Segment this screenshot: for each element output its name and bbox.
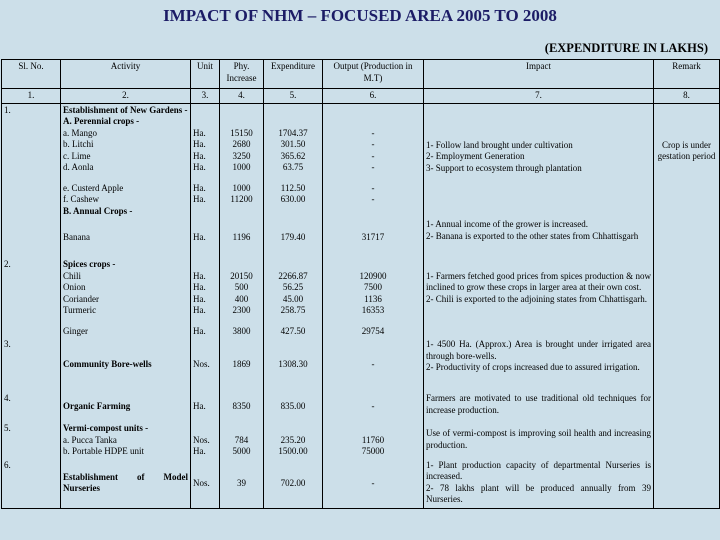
phy-value: 5000: [232, 446, 251, 456]
impact-point: 1- Follow land brought under cultivation: [426, 139, 573, 150]
output-value: 31717: [323, 218, 424, 258]
phy-value: 20150: [230, 270, 253, 281]
phy-value: 2300: [232, 305, 251, 315]
output-value: -: [371, 127, 375, 138]
activity-item: Chili: [63, 270, 82, 281]
activity-item: b. Litchi: [63, 139, 94, 149]
activity-item: a. Pucca Tanka: [63, 434, 117, 445]
impact-point: 1- Farmers fetched good prices from spices production & now inclined to grow these crops in larger area at their own cost.: [426, 270, 651, 292]
unit-value: Ha.: [191, 218, 220, 258]
output-value: 75000: [361, 446, 385, 456]
sl-number: 1.: [2, 103, 61, 218]
phy-value: 784: [234, 434, 249, 445]
exp-value: 301.50: [280, 139, 306, 149]
phy-value: 39: [220, 459, 264, 509]
unit-value: Ha.: [193, 270, 206, 281]
section-heading: Vermi-compost units -: [63, 423, 149, 433]
col-unit-header: Unit: [191, 60, 220, 89]
unit-value: Ha.: [193, 305, 206, 315]
output-value: -: [371, 150, 375, 161]
impact-point: Use of vermi-compost is improving soil health and increasing production.: [426, 428, 651, 450]
unit-value: Nos.: [191, 338, 220, 392]
output-value: 1136: [364, 293, 382, 304]
activity-item: f. Cashew: [63, 194, 99, 204]
unit-cell: [191, 422, 220, 459]
exp-value: 1704.37: [278, 127, 308, 138]
output-cell: [323, 422, 424, 459]
impact-cell: [424, 392, 654, 422]
table-row: [2, 218, 720, 258]
remark-cell: [654, 103, 720, 218]
col-number: 3.: [191, 89, 220, 104]
col-number: 7.: [424, 89, 654, 104]
activity-cell: [61, 422, 191, 459]
exp-value: 835.00: [264, 392, 323, 422]
phy-value: 8350: [220, 392, 264, 422]
exp-value: 63.75: [282, 162, 304, 172]
table-row: [2, 422, 720, 459]
output-cell: [323, 258, 424, 338]
header-row: [2, 60, 720, 89]
sl-number: 4.: [2, 392, 61, 422]
table-row: [2, 103, 720, 218]
exp-value: 1500.00: [278, 446, 308, 456]
impact-cell: [424, 103, 654, 218]
phy-value: 1000: [232, 182, 251, 193]
impact-point: Farmers are motivated to use traditional old techniques for increase production.: [426, 393, 651, 415]
unit-value: Ha.: [193, 293, 206, 304]
subsection-heading: B. Annual Crops -: [63, 205, 133, 216]
output-value: -: [371, 162, 375, 172]
activity-item: a. Mango: [63, 127, 97, 138]
activity-item: Turmeric: [63, 305, 97, 315]
unit-value: Ha.: [193, 127, 206, 138]
table-row: [2, 459, 720, 509]
col-remark-header: Remark: [654, 60, 720, 89]
column-number-row: [2, 89, 720, 104]
unit-value: Ha.: [193, 194, 206, 204]
output-value: -: [371, 139, 375, 149]
activity-item: Coriander: [63, 293, 99, 304]
exp-value: 702.00: [264, 459, 323, 509]
unit-value: Ha.: [193, 446, 206, 456]
sl-number: 6.: [2, 459, 61, 509]
activity-cell: [61, 103, 191, 218]
unit-value: Ha.: [193, 325, 206, 336]
exp-value: 179.40: [264, 218, 323, 258]
phy-value: 11200: [230, 194, 253, 204]
activity-item: Community Bore-wells: [61, 338, 191, 392]
exp-value: 112.50: [280, 182, 306, 193]
impact-cell: [424, 218, 654, 258]
exp-value: 56.25: [282, 282, 304, 292]
col-number: 8.: [654, 89, 720, 104]
exp-value: 235.20: [280, 434, 306, 445]
exp-value: 365.62: [280, 150, 306, 161]
activity-item: Establishment of Model Nurseries: [61, 459, 191, 509]
phy-value: 1000: [232, 162, 251, 172]
section-heading: Establishment of New Gardens -: [63, 104, 188, 115]
exp-value: 258.75: [280, 305, 306, 315]
impact-point: 2- Employment Generation: [426, 151, 525, 161]
impact-cell: [424, 422, 654, 459]
table-row: [2, 392, 720, 422]
exp-value: 45.00: [282, 293, 304, 304]
activity-item: c. Lime: [63, 150, 91, 161]
table-row: [2, 258, 720, 338]
impact-point: 1- 4500 Ha. (Approx.) Area is brought under irrigated area through bore-wells.: [426, 339, 651, 361]
page-subtitle: (EXPENDITURE IN LAKHS): [544, 41, 708, 55]
col-number: 4.: [220, 89, 264, 104]
impact-point: 1- Annual income of the grower is increased.: [426, 219, 588, 229]
impact-point: 2- Productivity of crops increased due to assured irrigation.: [426, 362, 640, 372]
col-impact-header: Impact: [424, 60, 654, 89]
output-value: -: [371, 182, 375, 193]
impact-point: 2- 78 lakhs plant will be produced annually from 39 Nurseries.: [426, 482, 651, 504]
table-row: [2, 338, 720, 392]
unit-value: Ha.: [193, 139, 206, 149]
phy-cell: [220, 422, 264, 459]
unit-value: Nos.: [191, 459, 220, 509]
subsection-heading: A. Perennial crops -: [63, 116, 140, 126]
phy-value: 500: [234, 282, 249, 292]
activity-item: Onion: [63, 282, 86, 292]
exp-cell: [264, 422, 323, 459]
output-value: 29754: [361, 325, 385, 336]
exp-value: 427.50: [280, 325, 306, 336]
impact-point: 2- Banana is exported to the other states from Chhattisgarh: [426, 230, 639, 241]
activity-item: d. Aonla: [63, 162, 94, 172]
exp-cell: [264, 103, 323, 218]
phy-value: 1869: [220, 338, 264, 392]
phy-cell: [220, 103, 264, 218]
sl-number: 5.: [2, 422, 61, 459]
impact-table: [1, 59, 720, 509]
col-activity-header: Activity: [61, 60, 191, 89]
impact-cell: [424, 258, 654, 338]
phy-cell: [220, 258, 264, 338]
activity-item: Banana: [61, 218, 191, 258]
activity-item: Ginger: [63, 325, 88, 336]
unit-value: Ha.: [193, 150, 206, 161]
output-value: -: [323, 459, 424, 509]
exp-value: 630.00: [280, 194, 306, 204]
activity-item: e. Custerd Apple: [63, 182, 124, 193]
col-exp-header: Expenditure: [264, 60, 323, 89]
col-number: 2.: [61, 89, 191, 104]
unit-cell: [191, 103, 220, 218]
col-sl-header: Sl. No.: [2, 60, 61, 89]
phy-value: 3250: [232, 150, 251, 161]
output-value: 120900: [359, 270, 387, 281]
sl-number: 3.: [2, 338, 61, 392]
unit-value: Nos.: [193, 434, 210, 445]
phy-value: 1196: [220, 218, 264, 258]
phy-value: 15150: [230, 127, 253, 138]
output-cell: [323, 103, 424, 218]
col-output-header: Output (Production in M.T): [323, 60, 424, 89]
sl-number: 2.: [2, 258, 61, 338]
phy-value: 400: [234, 293, 249, 304]
output-value: -: [371, 194, 375, 204]
output-value: 11760: [361, 434, 385, 445]
col-number: 5.: [264, 89, 323, 104]
page-title: IMPACT OF NHM – FOCUSED AREA 2005 TO 2008: [163, 6, 557, 25]
impact-cell: [424, 459, 654, 509]
impact-point: 3- Support to ecosystem through plantation: [426, 162, 582, 173]
phy-value: 3800: [232, 325, 251, 336]
exp-cell: [264, 258, 323, 338]
activity-item: b. Portable HDPE unit: [63, 446, 144, 456]
impact-point: 2- Chili is exported to the adjoining states from Chhattisgarh.: [426, 293, 647, 304]
col-number: 1.: [2, 89, 61, 104]
output-value: 7500: [364, 282, 382, 292]
activity-cell: [61, 258, 191, 338]
col-phy-header: Phy. Increase: [220, 60, 264, 89]
impact-cell: [424, 338, 654, 392]
exp-value: 2266.87: [278, 270, 308, 281]
impact-point: 1- Plant production capacity of departmental Nurseries is increased.: [426, 459, 651, 481]
unit-value: Ha.: [193, 282, 206, 292]
remark-text: Crop is under gestation period: [657, 139, 716, 161]
phy-value: 2680: [232, 139, 251, 149]
section-heading: Spices crops -: [63, 259, 116, 269]
activity-item: Organic Farming: [61, 392, 191, 422]
output-value: 16353: [361, 305, 385, 315]
col-number: 6.: [323, 89, 424, 104]
exp-value: 1308.30: [264, 338, 323, 392]
unit-value: Ha.: [191, 392, 220, 422]
unit-value: Ha.: [193, 162, 206, 172]
output-value: -: [323, 392, 424, 422]
output-value: -: [323, 338, 424, 392]
unit-cell: [191, 258, 220, 338]
unit-value: Ha.: [193, 182, 206, 193]
